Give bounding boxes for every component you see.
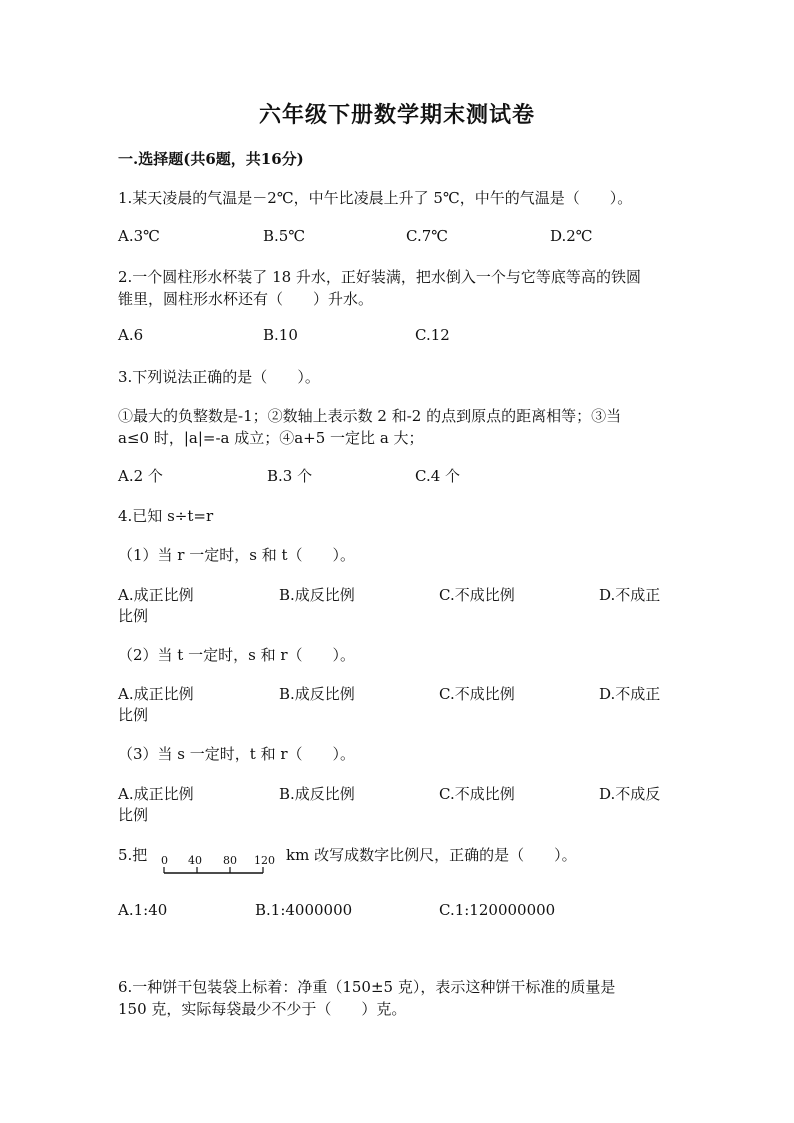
scale-label-0: 0 <box>161 854 168 867</box>
scale-label-120: 120 <box>254 854 275 867</box>
q4-2-option-b: B.成反比例 <box>279 685 355 703</box>
q4-1-option-a: A.成正比例 <box>118 586 194 604</box>
question-6-line1: 6.一种饼干包装袋上标着：净重（150±5 克），表示这种饼干标准的质量是 <box>118 978 616 996</box>
question-2-line2: 锥里，圆柱形水杯还有（ ）升水。 <box>118 290 374 308</box>
q4-2-option-c: C.不成比例 <box>439 685 515 703</box>
q4-1-option-d: D.不成正 <box>599 586 661 604</box>
q4-2-option-d: D.不成正 <box>599 685 661 703</box>
q3-option-c: C.4 个 <box>415 467 461 485</box>
q1-option-d: D.2℃ <box>550 227 593 245</box>
question-3-statement-line2: a≤0 时，|a|=-a 成立；④a+5 一定比 a 大； <box>118 429 424 447</box>
q4-3-option-d: D.不成反 <box>599 785 661 803</box>
scale-bar-graphic <box>160 852 280 878</box>
q5-option-c: C.1:120000000 <box>439 901 556 919</box>
q4-2-option-a: A.成正比例 <box>118 685 194 703</box>
page-title: 六年级下册数学期末测试卷 <box>258 102 535 128</box>
section-heading: 一.选择题(共6题，共16分) <box>118 150 304 168</box>
question-3: 3.下列说法正确的是（ ）。 <box>118 368 320 386</box>
question-4-sub-2: （2）当 t 一定时，s 和 r（ ）。 <box>118 646 356 664</box>
q5-option-a: A.1:40 <box>118 901 168 919</box>
question-6-line2: 150 克，实际每袋最少不少于（ ）克。 <box>118 1000 407 1018</box>
q3-option-b: B.3 个 <box>267 467 313 485</box>
question-5-prefix: 5.把 <box>118 846 148 864</box>
question-4: 4.已知 s÷t=r <box>118 507 214 525</box>
question-4-sub-3: （3）当 s 一定时，t 和 r（ ）。 <box>118 745 356 763</box>
q3-option-a: A.2 个 <box>118 467 163 485</box>
q2-option-a: A.6 <box>118 326 144 344</box>
question-1: 1.某天凌晨的气温是－2℃，中午比凌晨上升了 5℃，中午的气温是（ ）。 <box>118 189 633 207</box>
q4-1-option-c: C.不成比例 <box>439 586 515 604</box>
q1-option-c: C.7℃ <box>406 227 449 245</box>
q4-3-option-c: C.不成比例 <box>439 785 515 803</box>
question-3-statement-line1: ①最大的负整数是-1；②数轴上表示数 2 和-2 的点到原点的距离相等；③当 <box>118 407 622 425</box>
q4-1-option-d-wrap: 比例 <box>118 607 149 625</box>
scale-label-40: 40 <box>188 854 202 867</box>
q1-option-b: B.5℃ <box>263 227 306 245</box>
q4-2-option-d-wrap: 比例 <box>118 706 149 724</box>
q4-1-option-b: B.成反比例 <box>279 586 355 604</box>
scale-bar <box>160 852 280 878</box>
question-5-suffix: km 改写成数字比例尺，正确的是（ ）。 <box>286 846 577 864</box>
q2-option-c: C.12 <box>415 326 450 344</box>
q2-option-b: B.10 <box>263 326 298 344</box>
q5-option-b: B.1:4000000 <box>255 901 353 919</box>
question-2-line1: 2.一个圆柱形水杯装了 18 升水，正好装满，把水倒入一个与它等底等高的铁圆 <box>118 268 641 286</box>
question-4-sub-1: （1）当 r 一定时，s 和 t（ ）。 <box>118 546 356 564</box>
q4-3-option-d-wrap: 比例 <box>118 806 149 824</box>
q1-option-a: A.3℃ <box>118 227 160 245</box>
q4-3-option-a: A.成正比例 <box>118 785 194 803</box>
q4-3-option-b: B.成反比例 <box>279 785 355 803</box>
scale-label-80: 80 <box>223 854 237 867</box>
